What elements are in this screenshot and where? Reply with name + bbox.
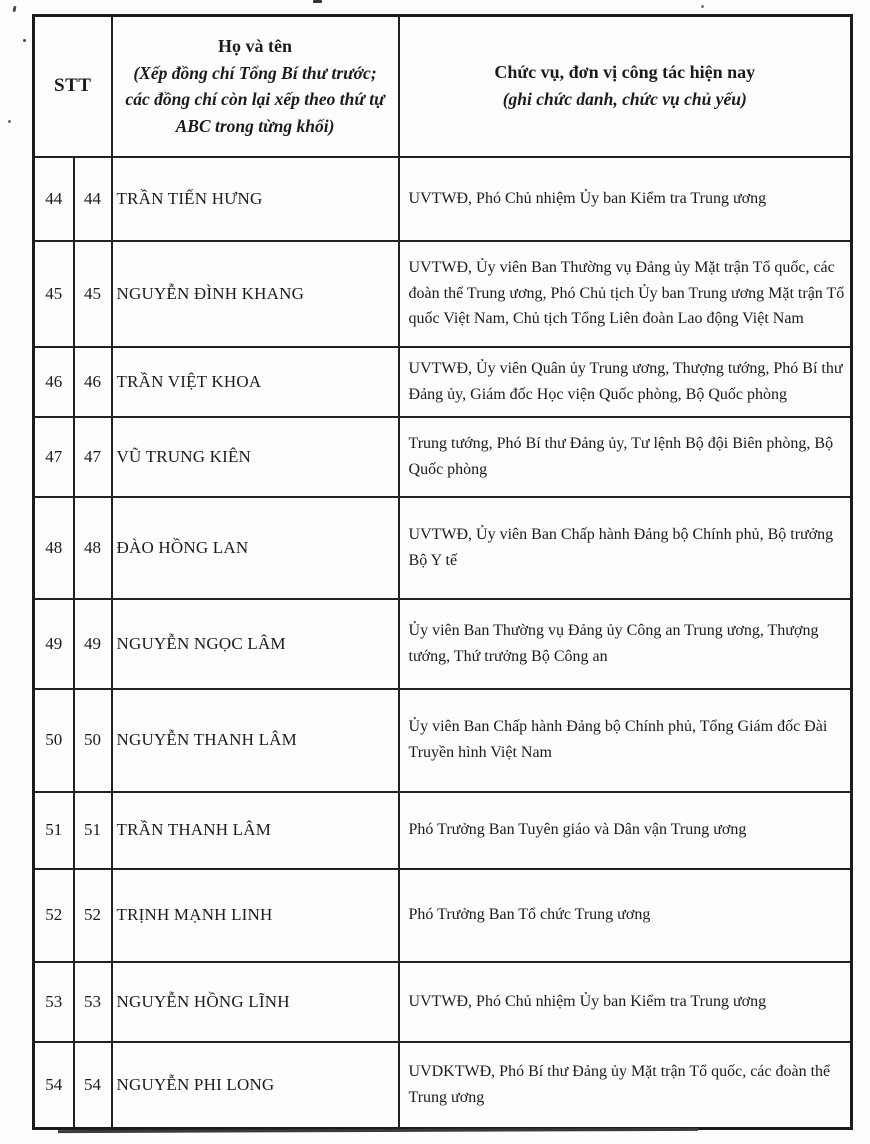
position-cell: UVTWĐ, Phó Chủ nhiệm Ủy ban Kiểm tra Trung ương [399,157,852,241]
table-row [34,1042,852,1129]
stt-cell-left: 50 [34,689,74,792]
stt-cell-left: 45 [34,241,74,347]
stt-cell-right: 44 [74,157,112,241]
position-cell: UVDKTWĐ, Phó Bí thư Đảng ủy Mặt trận Tổ quốc, các đoàn thể Trung ương [399,1042,852,1129]
name-cell: NGUYỄN HỒNG LĨNH [112,962,399,1042]
header-position-title: Chức vụ, đơn vị công tác hiện nay [494,62,756,83]
table-row [34,417,852,497]
position-cell: UVTWĐ, Phó Chủ nhiệm Ủy ban Kiểm tra Trung ương [399,962,852,1042]
stt-cell-left: 46 [34,347,74,417]
stt-cell-left: 51 [34,792,74,869]
scan-speck [23,39,26,42]
name-cell: TRẦN TIẾN HƯNG [112,157,399,241]
table-row [34,689,852,792]
table-row [34,869,852,962]
name-cell: TRỊNH MẠNH LINH [112,869,399,962]
position-cell: UVTWĐ, Ủy viên Ban Thường vụ Đảng ủy Mặt trận Tổ quốc, các đoàn thể Trung ương, Phó Chủ tịch Ủy ban Trung ương Mặt trận Tổ quốc Việt Nam, Chủ tịch Tổng Liên đoàn Lao động Việt Nam [399,241,852,347]
stt-cell-right: 45 [74,241,112,347]
stt-cell-right: 47 [74,417,112,497]
position-cell: UVTWĐ, Ủy viên Ban Chấp hành Đảng bộ Chính phủ, Bộ trưởng Bộ Y tế [399,497,852,599]
stt-cell-right: 51 [74,792,112,869]
stt-cell-left: 47 [34,417,74,497]
stt-cell-right: 50 [74,689,112,792]
table-row [34,347,852,417]
table-row [34,497,852,599]
stt-cell-right: 53 [74,962,112,1042]
name-cell: NGUYỄN NGỌC LÂM [112,599,399,689]
stt-cell-right: 48 [74,497,112,599]
table-row [34,157,852,241]
header-position-note: (ghi chức danh, chức vụ chủ yếu) [502,89,747,110]
scan-speck [12,6,16,12]
stt-cell-left: 52 [34,869,74,962]
personnel-table [32,14,853,1130]
position-cell: Phó Trưởng Ban Tuyên giáo và Dân vận Trung ương [399,792,852,869]
name-cell: NGUYỄN ĐÌNH KHANG [112,241,399,347]
header-name [112,16,399,157]
name-cell: NGUYỄN PHI LONG [112,1042,399,1129]
position-cell: Trung tướng, Phó Bí thư Đảng ủy, Tư lệnh Bộ đội Biên phòng, Bộ Quốc phòng [399,417,852,497]
stt-cell-right: 54 [74,1042,112,1129]
name-cell: VŨ TRUNG KIÊN [112,417,399,497]
header-name-note-line3: ABC trong từng khối) [175,116,335,137]
header-name-note-line1: (Xếp đồng chí Tổng Bí thư trước; [133,62,377,83]
table-row [34,962,852,1042]
name-cell: TRẦN VIỆT KHOA [112,347,399,417]
scan-speck [313,0,322,3]
table-body [34,157,852,1129]
scan-speck [701,5,704,8]
header-name-title: Họ và tên [218,35,293,56]
stt-cell-left: 44 [34,157,74,241]
table-row [34,599,852,689]
stt-cell-left: 54 [34,1042,74,1129]
scan-speck [8,120,11,123]
stt-cell-left: 48 [34,497,74,599]
stt-cell-left: 49 [34,599,74,689]
name-cell: TRẦN THANH LÂM [112,792,399,869]
name-cell: ĐÀO HỒNG LAN [112,497,399,599]
stt-cell-right: 49 [74,599,112,689]
name-cell: NGUYỄN THANH LÂM [112,689,399,792]
stt-cell-right: 52 [74,869,112,962]
table-row [34,241,852,347]
stt-cell-right: 46 [74,347,112,417]
table-row [34,792,852,869]
header-row [34,16,852,157]
header-position [399,16,852,157]
position-cell: UVTWĐ, Ủy viên Quân ủy Trung ương, Thượng tướng, Phó Bí thư Đảng ủy, Giám đốc Học viện Quốc phòng, Bộ Quốc phòng [399,347,852,417]
position-cell: Ủy viên Ban Chấp hành Đảng bộ Chính phủ, Tổng Giám đốc Đài Truyền hình Việt Nam [399,689,852,792]
stt-cell-left: 53 [34,962,74,1042]
position-cell: Phó Trưởng Ban Tổ chức Trung ương [399,869,852,962]
position-cell: Ủy viên Ban Thường vụ Đảng ủy Công an Trung ương, Thượng tướng, Thứ trưởng Bộ Công an [399,599,852,689]
header-name-note-line2: các đồng chí còn lại xếp theo thứ tự [125,89,385,110]
header-stt: STT [34,16,112,157]
